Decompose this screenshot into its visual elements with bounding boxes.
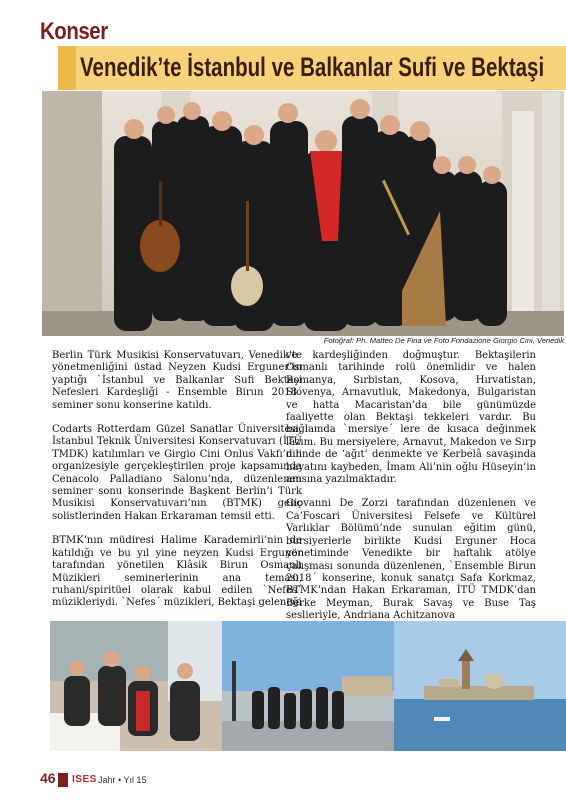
photo-caption: Fotoğraf: Ph. Matteo De Fina ve Foto Fondazione Giorgio Cini, Venedik — [323, 336, 564, 345]
page-number: 46 — [40, 770, 56, 786]
article-paragraph: Giovanni De Zorzi tarafından düzenlenen ve Ca’Foscari Üniversitesi Felsefe ve Kültürel Varlıklar Bölümü’nde sunulan eğitim günü, bursiyerlerle birlikte Kudsi Erguner Hoca yönetiminde Venedikte bir haftalık atölye çalışması sonunda düzenlenen, `Ensemble Birun 2018´ konserine, konuk sanatçı Safa Korkmaz, BTMK’ndan Hakan Erkaraman, İTÜ TMDK’dan Berke Meyman, Burak Savaş ve Buse Taş seslieriyle, Andriana Achitzanova — [286, 498, 536, 622]
article-column-right — [286, 350, 536, 635]
ensemble-photo — [42, 91, 564, 336]
article-paragraph: Codarts Rotterdam Güzel Sanatlar Üniversitesi, İstanbul Teknik Üniversitesi Konservatuvarı (İTÜ TMDK) katılımları ve Girgio Cini Onlus Vakfı’nın organizesiyle gerçekleştirilen proje kapsamında Cenacolo Palladiano Salonu’nda, düzenlenen seminer sonu konserinde Başkent Berlin’i Türk Musikisi Konservatuvarı’nın (BTMK) genç solistlerinden Hakan Erkaraman temsil etti. — [52, 424, 302, 522]
headline: Venedik’te İstanbul ve Balkanlar Sufi ve Bektaşi — [80, 52, 545, 82]
section-title: Konser — [40, 18, 108, 45]
article-column-left — [52, 350, 302, 622]
ises-logo: ISES — [72, 774, 97, 785]
headline-banner-edge — [58, 46, 76, 90]
article-paragraph: ve kardeşliğinden doğmuştur. Bektaşilerin Osmanlı tarihinde rolü önemlidir ve halen Romanya, Sırbistan, Kosova, Hırvatistan, Slovenya, Arnavutluk, Makedonya, Bulgaristan ve hatta Macaristan’da bile günümüzde faaliyette olan Bektaşi tekkeleri vardır. Bu bağlamda `mersiye´ lere de kısaca değinmek lâzım. Bu mersiyelere, Arnavut, Makedon ve Sırp dilinde de ‘ağıt’ denmekte ve Kerbelâ savaşında hayatını kaybeden, İmam Ali’nin oğlu Hüseyin’in anısına yazılmaktadır. — [286, 350, 536, 486]
article-paragraph: BTMK’nın müdiresi Halime Karademirli’nin de katıldığı ve bu yıl yine neyzen Kudsi Erguner tarafından yönetilen Klâsik Birun Osmanlı Müzikleri seminerlerinin ana teması, ruhani/spiritüel olarak kabul edilen `Nefes´ müzikleriydi. `Nefes´ müzikleri, Bektaşi geleneği — [52, 535, 302, 609]
venice-group-photo — [222, 621, 394, 751]
issue-label: Jahr • Yıl 15 — [98, 775, 147, 785]
footer-bar — [58, 773, 68, 787]
cafe-photo — [50, 621, 222, 751]
venice-lagoon-photo — [394, 621, 566, 751]
article-paragraph: Berlin Türk Musikisi Konservatuvarı, Venedik’te yönetmenliğini üstad Neyzen Kudsi Erguner’in yaptığı `İstanbul ve Balkanlar Sufi Bektaşi Nefesleri Kardeşliği - Ensemble Birun 2018´ seminer sonu konserine katıldı. — [52, 350, 302, 411]
